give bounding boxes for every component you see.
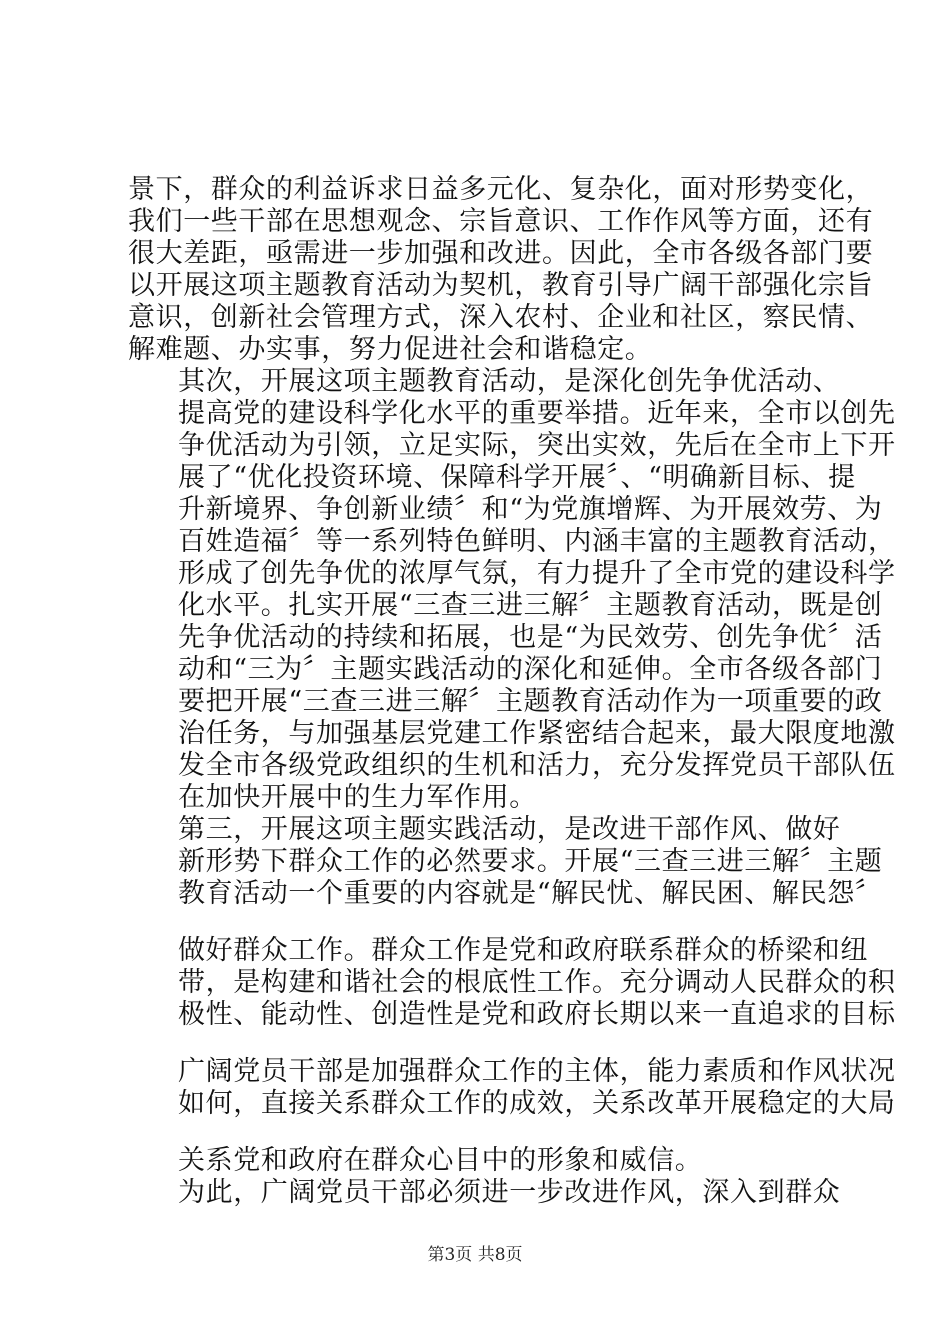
text-line: 景下，群众的利益诉求日益多元化、复杂化，面对形势变化， — [128, 174, 874, 205]
text-line: 广阔党员干部是加强群众工作的主体，能力素质和作风状况 — [178, 1056, 896, 1087]
text-line: 做好群众工作。群众工作是党和政府联系群众的桥梁和纽 — [178, 935, 868, 966]
text-line: 以开展这项主题教育活动为契机，教育引导广阔干部强化宗旨 — [128, 270, 874, 301]
text-line: 化水平。扎实开展“三查三进三解〞主题教育活动，既是创 — [178, 590, 883, 621]
text-line: 治任务，与加强基层党建工作紧密结合起来，最大限度地激 — [178, 718, 896, 749]
text-line: 在加快开展中的生力军作用。 — [178, 782, 537, 813]
text-line: 发全市各级党政组织的生机和活力，充分发挥党员干部队伍 — [178, 750, 896, 781]
text-line: 第三，开展这项主题实践活动，是改进干部作风、做好 — [178, 814, 841, 845]
text-line: 形成了创先争优的浓厚气氛，有力提升了全市党的建设科学 — [178, 558, 896, 589]
text-line: 展了“优化投资环境、保障科学开展〞、“明确新目标、提 — [178, 462, 856, 493]
text-line: 先争优活动的持续和拓展，也是“为民效劳、创先争优〞活 — [178, 622, 883, 653]
text-line: 新形势下群众工作的必然要求。开展“三查三进三解〞主题 — [178, 846, 883, 877]
text-line: 为此，广阔党员干部必须进一步改进作风，深入到群众 — [178, 1177, 841, 1208]
text-line: 百姓造福〞等一系列特色鲜明、内涵丰富的主题教育活动， — [178, 526, 896, 557]
text-line: 很大差距，亟需进一步加强和改进。因此，全市各级各部门要 — [128, 238, 874, 269]
text-line: 带，是构建和谐社会的根底性工作。充分调动人民群众的积 — [178, 967, 896, 998]
text-line: 极性、能动性、创造性是党和政府长期以来一直追求的目标 — [178, 999, 896, 1030]
text-line: 升新境界、争创新业绩〞和“为党旗增辉、为开展效劳、为 — [178, 494, 883, 525]
text-line: 我们一些干部在思想观念、宗旨意识、工作作风等方面，还有 — [128, 206, 874, 237]
text-line: 关系党和政府在群众心目中的形象和威信。 — [178, 1145, 703, 1176]
text-line: 解难题、办实事，努力促进社会和谐稳定。 — [128, 334, 653, 365]
text-line: 意识，创新社会管理方式，深入农村、企业和社区，察民情、 — [128, 302, 874, 333]
text-line: 要把开展“三查三进三解〞主题教育活动作为一项重要的政 — [178, 686, 883, 717]
text-line: 其次，开展这项主题教育活动，是深化创先争优活动、 — [178, 366, 841, 397]
text-line: 动和“三为〞主题实践活动的深化和延伸。全市各级各部门 — [178, 654, 883, 685]
text-line: 提高党的建设科学化水平的重要举措。近年来，全市以创先 — [178, 398, 896, 429]
text-line: 争优活动为引领，立足实际，突出实效，先后在全市上下开 — [178, 430, 896, 461]
text-line: 教育活动一个重要的内容就是“解民忧、解民困、解民怨〞 — [178, 878, 883, 909]
page-footer: 第3页 共8页 — [427, 1245, 523, 1265]
text-line: 如何，直接关系群众工作的成效，关系改革开展稳定的大局 — [178, 1088, 896, 1119]
